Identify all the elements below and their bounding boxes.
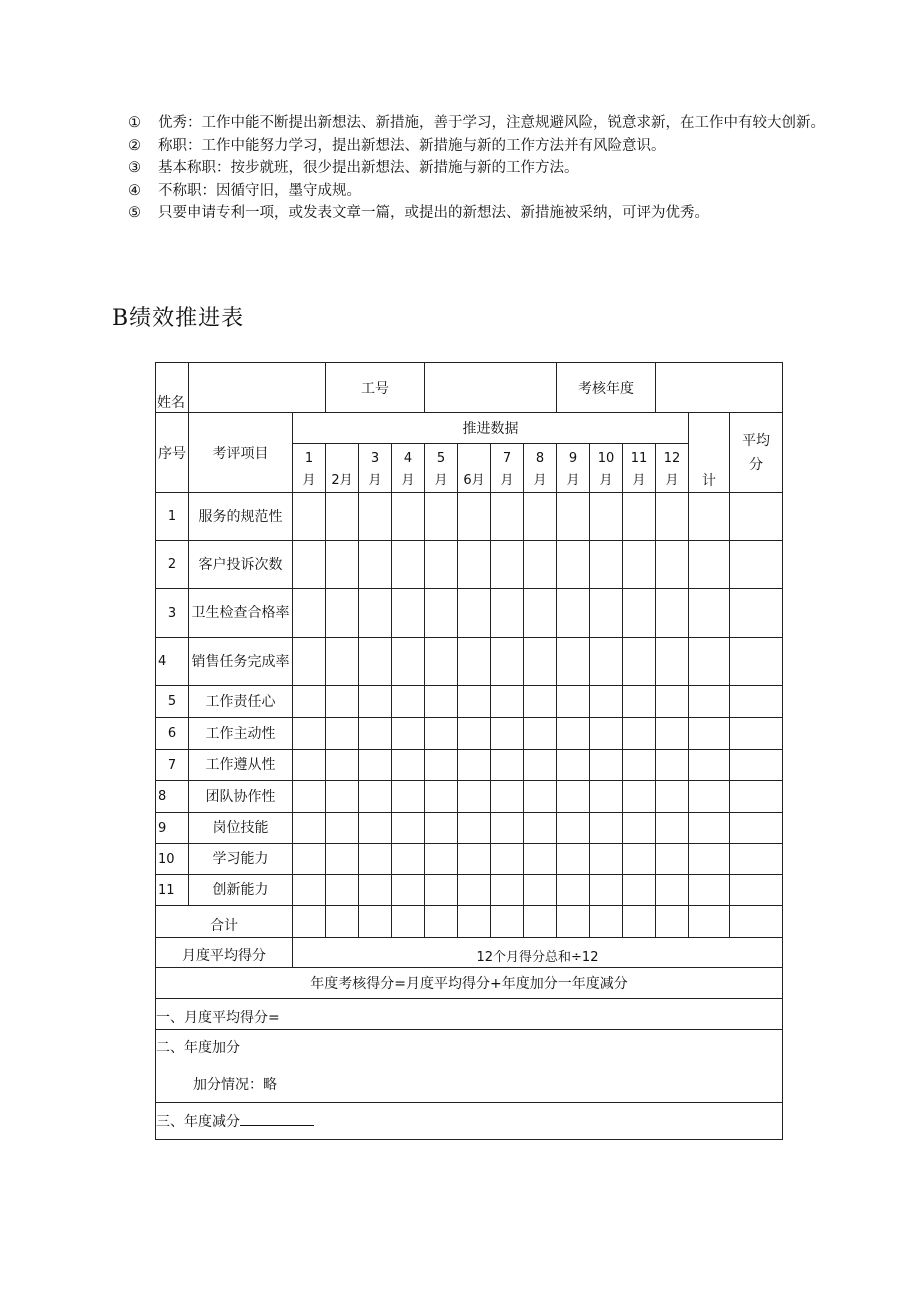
score-cell[interactable] (425, 875, 458, 906)
score-cell[interactable] (590, 781, 623, 813)
score-cell[interactable] (293, 875, 326, 906)
score-cell[interactable] (590, 638, 623, 686)
score-cell[interactable] (458, 493, 491, 541)
score-cell[interactable] (458, 589, 491, 638)
score-cell[interactable] (730, 750, 783, 781)
annual-deduction-label: 三、年度减分 (156, 1114, 240, 1130)
sum-cell[interactable] (590, 906, 623, 938)
score-cell[interactable] (392, 493, 425, 541)
criteria-number: ⑤ (128, 205, 141, 221)
score-cell[interactable] (656, 875, 689, 906)
annual-deduction-cell[interactable] (156, 1103, 783, 1140)
score-cell[interactable] (524, 638, 557, 686)
score-cell[interactable] (359, 750, 392, 781)
annual-bonus-row (156, 1030, 783, 1103)
score-cell[interactable] (491, 875, 524, 906)
criteria-item (128, 112, 828, 135)
row-item: 工作遵从性 (189, 750, 293, 781)
month-header-10 (590, 444, 623, 493)
score-cell[interactable] (590, 541, 623, 589)
month-header-6 (458, 444, 491, 493)
row-seq: 5 (156, 686, 189, 718)
score-cell[interactable] (730, 875, 783, 906)
row-seq: 2 (156, 541, 189, 589)
score-cell[interactable] (590, 875, 623, 906)
annual-bonus-cell[interactable] (156, 1030, 783, 1103)
score-cell[interactable] (730, 686, 783, 718)
deduction-blank[interactable] (240, 1111, 314, 1126)
sum-cell[interactable] (359, 906, 392, 938)
sum-cell[interactable] (293, 906, 326, 938)
table-row (156, 638, 783, 686)
score-cell[interactable] (293, 844, 326, 875)
annual-formula: 年度考核得分=月度平均得分+年度加分一年度减分 (156, 968, 783, 999)
score-cell[interactable] (623, 493, 656, 541)
score-cell[interactable] (689, 638, 730, 686)
score-cell[interactable] (524, 781, 557, 813)
score-cell[interactable] (623, 686, 656, 718)
sum-cell[interactable] (326, 906, 359, 938)
score-cell[interactable] (557, 493, 590, 541)
score-cell[interactable] (491, 750, 524, 781)
score-cell[interactable] (623, 844, 656, 875)
score-cell[interactable] (689, 844, 730, 875)
score-cell[interactable] (730, 718, 783, 750)
month-unit: 2月 (331, 473, 353, 488)
month-unit: 月 (434, 473, 448, 488)
score-cell[interactable] (458, 813, 491, 844)
score-cell[interactable] (730, 781, 783, 813)
criteria-number: ④ (128, 182, 141, 199)
table-row (156, 875, 783, 906)
criteria-number: ② (128, 137, 141, 154)
score-cell[interactable] (359, 686, 392, 718)
score-cell[interactable] (689, 541, 730, 589)
review-year-label: 考核年度 (557, 363, 656, 413)
score-cell[interactable] (425, 686, 458, 718)
score-cell[interactable] (359, 493, 392, 541)
score-cell[interactable] (557, 541, 590, 589)
score-cell[interactable] (689, 781, 730, 813)
score-cell[interactable] (590, 750, 623, 781)
table-row (156, 718, 783, 750)
score-cell[interactable] (730, 844, 783, 875)
score-cell[interactable] (524, 686, 557, 718)
score-cell[interactable] (359, 781, 392, 813)
score-cell[interactable] (590, 686, 623, 718)
annual-formula-row (156, 968, 783, 999)
score-cell[interactable] (524, 844, 557, 875)
score-cell[interactable] (656, 750, 689, 781)
score-cell[interactable] (730, 541, 783, 589)
score-cell[interactable] (392, 875, 425, 906)
score-cell[interactable] (491, 589, 524, 638)
total-header: 计 (689, 413, 730, 493)
row-seq: 8 (156, 781, 189, 813)
score-cell[interactable] (524, 718, 557, 750)
score-cell[interactable] (491, 781, 524, 813)
row-item: 客户投诉次数 (189, 541, 293, 589)
score-cell[interactable] (557, 813, 590, 844)
month-number (458, 448, 490, 470)
score-cell[interactable] (557, 875, 590, 906)
score-cell[interactable] (293, 541, 326, 589)
score-cell[interactable] (689, 718, 730, 750)
data-header: 推进数据 (293, 413, 689, 444)
score-cell[interactable] (623, 781, 656, 813)
row-seq: 11 (156, 875, 189, 906)
section-title: B绩效推进表 (112, 306, 245, 331)
score-cell[interactable] (656, 541, 689, 589)
score-cell[interactable] (392, 781, 425, 813)
performance-table-wrap (155, 362, 783, 1140)
score-cell[interactable] (656, 781, 689, 813)
average-header (730, 413, 783, 493)
score-cell[interactable] (458, 844, 491, 875)
score-cell[interactable] (326, 686, 359, 718)
score-cell[interactable] (491, 813, 524, 844)
month-header-1 (293, 444, 326, 493)
employee-id-value[interactable] (425, 363, 557, 413)
monthly-average-formula: 12个月得分总和÷12 (293, 938, 783, 968)
month-header-9 (557, 444, 590, 493)
criteria-list (128, 112, 828, 225)
score-cell[interactable] (524, 589, 557, 638)
score-cell[interactable] (557, 781, 590, 813)
month-number: 4 (403, 451, 413, 466)
score-cell[interactable] (623, 813, 656, 844)
row-seq: 6 (156, 718, 189, 750)
score-cell[interactable] (326, 875, 359, 906)
average-header-line1: 平均 (742, 432, 770, 449)
score-cell[interactable] (730, 813, 783, 844)
score-cell[interactable] (359, 638, 392, 686)
score-cell[interactable] (392, 813, 425, 844)
sum-cell[interactable] (730, 906, 783, 938)
score-cell[interactable] (392, 718, 425, 750)
score-cell[interactable] (458, 750, 491, 781)
score-cell[interactable] (326, 493, 359, 541)
month-number: 7 (502, 451, 512, 466)
row-item: 学习能力 (189, 844, 293, 875)
month-number: 8 (535, 451, 545, 466)
criteria-item (128, 180, 828, 203)
score-cell[interactable] (557, 844, 590, 875)
monthly-average-score-field[interactable]: 一、月度平均得分= (156, 999, 783, 1030)
month-number: 11 (630, 451, 648, 466)
score-cell[interactable] (425, 541, 458, 589)
score-cell[interactable] (359, 589, 392, 638)
month-header-8 (524, 444, 557, 493)
row-item: 工作主动性 (189, 718, 293, 750)
score-cell[interactable] (425, 813, 458, 844)
bonus-note: 加分情况：略 (193, 1077, 277, 1093)
score-cell[interactable] (656, 638, 689, 686)
score-cell[interactable] (326, 638, 359, 686)
score-cell[interactable] (689, 589, 730, 638)
score-cell[interactable] (590, 844, 623, 875)
monthly-average-row (156, 938, 783, 968)
month-number: 9 (568, 451, 578, 466)
month-number (326, 448, 358, 470)
row-seq: 7 (156, 750, 189, 781)
score-cell[interactable] (326, 750, 359, 781)
sum-cell[interactable] (623, 906, 656, 938)
score-cell[interactable] (623, 750, 656, 781)
sum-cell[interactable] (458, 906, 491, 938)
score-cell[interactable] (491, 844, 524, 875)
score-cell[interactable] (689, 813, 730, 844)
score-cell[interactable] (491, 493, 524, 541)
row-item: 团队协作性 (189, 781, 293, 813)
name-label: 姓名 (156, 363, 189, 413)
score-cell[interactable] (590, 493, 623, 541)
criteria-item (128, 135, 828, 158)
table-row (156, 813, 783, 844)
score-cell[interactable] (590, 813, 623, 844)
score-cell[interactable] (326, 844, 359, 875)
month-header-11 (623, 444, 656, 493)
month-number: 10 (597, 451, 615, 466)
name-value[interactable] (189, 363, 326, 413)
score-cell[interactable] (524, 875, 557, 906)
month-unit: 月 (665, 473, 679, 488)
score-cell[interactable] (392, 541, 425, 589)
score-cell[interactable] (359, 718, 392, 750)
score-cell[interactable] (491, 638, 524, 686)
sum-cell[interactable] (689, 906, 730, 938)
row-seq: 1 (156, 493, 189, 541)
score-cell[interactable] (557, 750, 590, 781)
employee-id-label: 工号 (326, 363, 425, 413)
month-unit: 月 (599, 473, 613, 488)
score-cell[interactable] (623, 718, 656, 750)
score-cell[interactable] (425, 750, 458, 781)
score-cell[interactable] (656, 686, 689, 718)
criteria-text: 基本称职：按步就班，很少提出新想法、新措施与新的工作方法。 (158, 160, 579, 176)
table-row (156, 686, 783, 718)
score-cell[interactable] (392, 844, 425, 875)
sum-cell[interactable] (524, 906, 557, 938)
month-header-12 (656, 444, 689, 493)
score-cell[interactable] (458, 541, 491, 589)
row-item: 卫生检查合格率 (189, 589, 293, 638)
score-cell[interactable] (425, 844, 458, 875)
score-cell[interactable] (730, 493, 783, 541)
score-cell[interactable] (689, 875, 730, 906)
review-year-value[interactable] (656, 363, 783, 413)
score-cell[interactable] (293, 686, 326, 718)
month-header-3 (359, 444, 392, 493)
score-cell[interactable] (689, 493, 730, 541)
score-cell[interactable] (326, 718, 359, 750)
criteria-number: ① (128, 115, 141, 131)
row-seq: 10 (156, 844, 189, 875)
month-unit: 6月 (463, 473, 485, 488)
month-header-5 (425, 444, 458, 493)
row-item: 销售任务完成率 (189, 638, 293, 686)
criteria-text: 称职：工作中能努力学习，提出新想法、新措施与新的工作方法并有风险意识。 (158, 137, 666, 154)
sum-cell[interactable] (392, 906, 425, 938)
score-cell[interactable] (359, 813, 392, 844)
score-cell[interactable] (458, 686, 491, 718)
score-cell[interactable] (293, 493, 326, 541)
score-cell[interactable] (656, 589, 689, 638)
table-row (156, 750, 783, 781)
score-cell[interactable] (326, 541, 359, 589)
score-cell[interactable] (359, 541, 392, 589)
criteria-number: ③ (128, 160, 141, 176)
score-cell[interactable] (557, 686, 590, 718)
criteria-text: 只要申请专利一项，或发表文章一篇，或提出的新想法、新措施被采纳，可评为优秀。 (158, 205, 709, 221)
month-number: 12 (663, 451, 681, 466)
month-unit: 月 (566, 473, 580, 488)
performance-table (155, 362, 783, 1140)
monthly-average-label: 月度平均得分 (156, 938, 293, 968)
score-cell[interactable] (326, 589, 359, 638)
score-cell[interactable] (524, 541, 557, 589)
score-cell[interactable] (623, 875, 656, 906)
table-row (156, 589, 783, 638)
month-header-7 (491, 444, 524, 493)
score-cell[interactable] (623, 541, 656, 589)
month-number: 5 (436, 451, 446, 466)
annual-bonus-label: 二、年度加分 (156, 1040, 240, 1056)
score-cell[interactable] (656, 813, 689, 844)
row-item: 服务的规范性 (189, 493, 293, 541)
score-cell[interactable] (458, 781, 491, 813)
month-unit: 月 (632, 473, 646, 488)
month-number: 3 (370, 451, 380, 466)
table-row (156, 541, 783, 589)
score-cell[interactable] (359, 844, 392, 875)
score-cell[interactable] (425, 638, 458, 686)
score-cell[interactable] (590, 718, 623, 750)
score-cell[interactable] (392, 750, 425, 781)
score-cell[interactable] (293, 589, 326, 638)
sum-cell[interactable] (557, 906, 590, 938)
score-cell[interactable] (491, 718, 524, 750)
score-cell[interactable] (293, 781, 326, 813)
score-cell[interactable] (730, 589, 783, 638)
score-cell[interactable] (656, 718, 689, 750)
score-cell[interactable] (359, 875, 392, 906)
score-cell[interactable] (392, 686, 425, 718)
score-cell[interactable] (293, 750, 326, 781)
month-unit: 月 (302, 473, 316, 488)
month-unit: 月 (368, 473, 382, 488)
sum-cell[interactable] (425, 906, 458, 938)
table-row (156, 844, 783, 875)
seq-header: 序号 (156, 413, 189, 493)
criteria-item (128, 157, 828, 180)
sum-row (156, 906, 783, 938)
month-unit: 月 (533, 473, 547, 488)
sum-label: 合计 (156, 906, 293, 938)
criteria-item (128, 202, 828, 225)
month-unit: 月 (500, 473, 514, 488)
month-unit: 月 (401, 473, 415, 488)
score-cell[interactable] (392, 638, 425, 686)
score-cell[interactable] (524, 493, 557, 541)
score-cell[interactable] (458, 718, 491, 750)
score-cell[interactable] (425, 589, 458, 638)
annual-deduction-row (156, 1103, 783, 1140)
criteria-text: 优秀：工作中能不断提出新想法、新措施，善于学习，注意规避风险，锐意求新，在工作中有较大创新。 (158, 115, 825, 131)
score-cell[interactable] (689, 686, 730, 718)
score-cell[interactable] (557, 589, 590, 638)
score-cell[interactable] (730, 638, 783, 686)
score-cell[interactable] (491, 541, 524, 589)
score-cell[interactable] (293, 813, 326, 844)
score-cell[interactable] (326, 813, 359, 844)
score-cell[interactable] (689, 750, 730, 781)
score-cell[interactable] (656, 844, 689, 875)
score-cell[interactable] (590, 589, 623, 638)
row-seq: 3 (156, 589, 189, 638)
score-cell[interactable] (425, 718, 458, 750)
monthly-average-score-row (156, 999, 783, 1030)
row-item: 创新能力 (189, 875, 293, 906)
row-item: 岗位技能 (189, 813, 293, 844)
row-item: 工作责任心 (189, 686, 293, 718)
score-cell[interactable] (326, 781, 359, 813)
sum-cell[interactable] (491, 906, 524, 938)
score-cell[interactable] (623, 638, 656, 686)
score-cell[interactable] (557, 638, 590, 686)
score-cell[interactable] (524, 813, 557, 844)
table-row (156, 781, 783, 813)
score-cell[interactable] (293, 718, 326, 750)
score-cell[interactable] (623, 589, 656, 638)
criteria-text: 不称职：因循守旧，墨守成规。 (158, 182, 361, 199)
score-cell[interactable] (491, 686, 524, 718)
month-header-2 (326, 444, 359, 493)
score-cell[interactable] (425, 493, 458, 541)
score-cell[interactable] (293, 638, 326, 686)
table-row (156, 493, 783, 541)
item-header: 考评项目 (189, 413, 293, 493)
month-number: 1 (304, 451, 314, 466)
score-cell[interactable] (656, 493, 689, 541)
score-cell[interactable] (458, 638, 491, 686)
average-header-line2: 分 (749, 456, 763, 473)
sum-cell[interactable] (656, 906, 689, 938)
score-cell[interactable] (425, 781, 458, 813)
month-header-4 (392, 444, 425, 493)
score-cell[interactable] (392, 589, 425, 638)
score-cell[interactable] (524, 750, 557, 781)
row-seq: 4 (156, 638, 189, 686)
row-seq: 9 (156, 813, 189, 844)
score-cell[interactable] (458, 875, 491, 906)
score-cell[interactable] (557, 718, 590, 750)
